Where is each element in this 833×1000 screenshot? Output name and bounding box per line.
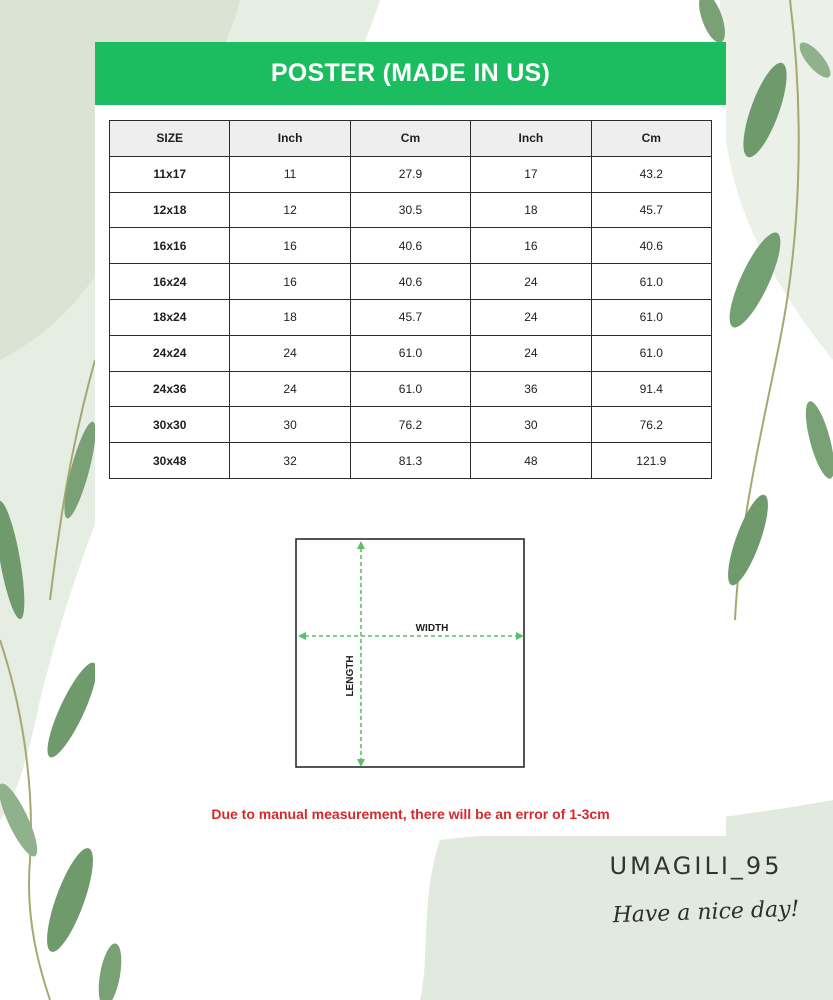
size-cell: 18x24	[110, 299, 230, 335]
size-cell: 16x24	[110, 264, 230, 300]
poster-outline	[296, 539, 524, 767]
measurement-cell: 61.0	[591, 264, 711, 300]
header-size: SIZE	[110, 121, 230, 157]
measurement-cell: 45.7	[591, 192, 711, 228]
measurement-cell: 24	[471, 335, 591, 371]
size-cell: 12x18	[110, 192, 230, 228]
table-body	[110, 156, 712, 478]
measurement-cell: 43.2	[591, 156, 711, 192]
measurement-cell: 91.4	[591, 371, 711, 407]
measurement-cell: 81.3	[350, 443, 470, 479]
measurement-cell: 30	[230, 407, 350, 443]
measurement-cell: 17	[471, 156, 591, 192]
header-length-cm: Cm	[591, 121, 711, 157]
dimension-diagram	[295, 538, 527, 770]
measurement-cell: 61.0	[591, 335, 711, 371]
length-label: LENGTH	[345, 655, 356, 697]
measurement-cell: 76.2	[591, 407, 711, 443]
measurement-cell: 16	[230, 228, 350, 264]
title-banner	[95, 42, 726, 105]
measurement-cell: 45.7	[350, 299, 470, 335]
table-row	[110, 192, 712, 228]
size-cell: 24x36	[110, 371, 230, 407]
measurement-cell: 18	[471, 192, 591, 228]
measurement-cell: 12	[230, 192, 350, 228]
measurement-cell: 40.6	[591, 228, 711, 264]
size-cell: 11x17	[110, 156, 230, 192]
measurement-cell: 11	[230, 156, 350, 192]
table-row	[110, 264, 712, 300]
signature-tagline: Have a nice day!	[612, 896, 800, 929]
measurement-cell: 27.9	[350, 156, 470, 192]
measurement-cell: 121.9	[591, 443, 711, 479]
size-chart-card	[95, 42, 726, 836]
measurement-cell: 40.6	[350, 228, 470, 264]
measurement-cell: 30.5	[350, 192, 470, 228]
page-title: POSTER (MADE IN US)	[270, 59, 551, 87]
size-cell: 30x48	[110, 443, 230, 479]
measurement-cell: 32	[230, 443, 350, 479]
measurement-cell: 24	[230, 371, 350, 407]
table-row	[110, 407, 712, 443]
header-width-cm: Cm	[350, 121, 470, 157]
measurement-cell: 76.2	[350, 407, 470, 443]
measurement-cell: 16	[471, 228, 591, 264]
size-cell: 24x24	[110, 335, 230, 371]
measurement-cell: 16	[230, 264, 350, 300]
table-row	[110, 299, 712, 335]
table-row	[110, 156, 712, 192]
measurement-cell: 40.6	[350, 264, 470, 300]
measurement-cell: 30	[471, 407, 591, 443]
table-row	[110, 228, 712, 264]
size-cell: 30x30	[110, 407, 230, 443]
brand-name: UMAGILI_95	[609, 852, 783, 880]
measurement-cell: 61.0	[350, 335, 470, 371]
measurement-cell: 61.0	[350, 371, 470, 407]
table-row	[110, 371, 712, 407]
measurement-cell: 48	[471, 443, 591, 479]
measurement-cell: 24	[230, 335, 350, 371]
table-header-row	[110, 121, 712, 157]
measurement-cell: 18	[230, 299, 350, 335]
measurement-cell: 36	[471, 371, 591, 407]
header-width-inch: Inch	[230, 121, 350, 157]
measurement-cell: 24	[471, 299, 591, 335]
measurement-cell: 61.0	[591, 299, 711, 335]
header-length-inch: Inch	[471, 121, 591, 157]
table-row	[110, 335, 712, 371]
measurement-cell: 24	[471, 264, 591, 300]
size-cell: 16x16	[110, 228, 230, 264]
measurement-notice: Due to manual measurement, there will be an error of 1-3cm	[211, 806, 610, 822]
table-row	[110, 443, 712, 479]
width-label: WIDTH	[415, 623, 449, 634]
size-table	[109, 120, 712, 479]
